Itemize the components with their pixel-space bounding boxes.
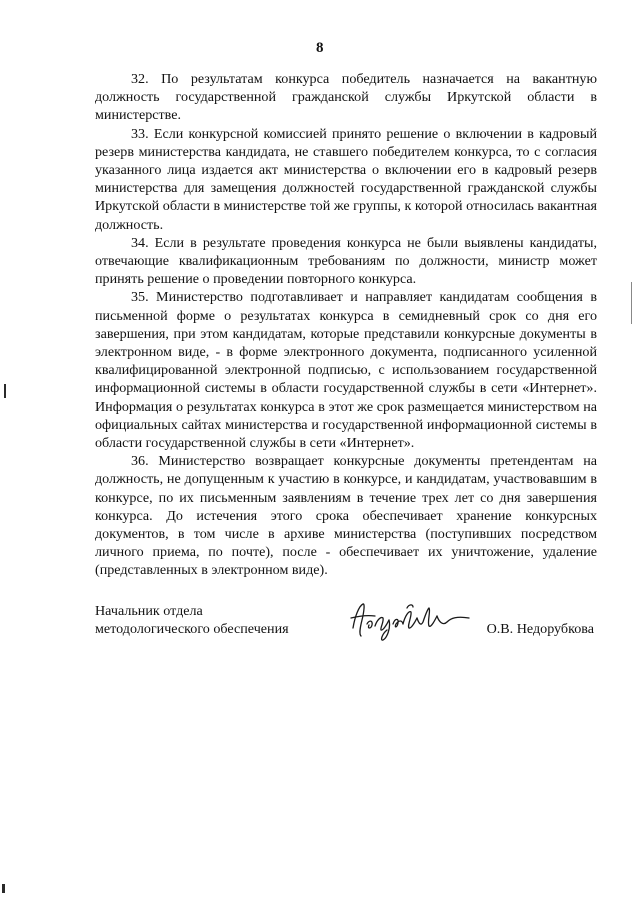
paragraph-35: 35. Министерство подготавливает и направляет кандидатам сообщения в письменной форме о результатах конкурса в семидневный срок со дня его завершения, при этом кандидатам, которые представили конкурсные документы в электронном виде, - в форме электронного документа, подписанного усиленной квалифицированной электронной подписью, с использованием государственной информационной системы в области государственной службы в сети «Интернет». Информация о результатах конкурса в этот же срок размещается министерством на официальных сайтах министерства и государственной информационной системы в области государственной службы в сети «Интернет». xyxy=(95,289,597,452)
page-number: 8 xyxy=(316,40,324,56)
signature-block xyxy=(95,602,597,646)
signer-name: О.В. Недорубкова xyxy=(486,621,594,637)
paragraph-34: 34. Если в результате проведения конкурса не были выявлены кандидаты, отвечающие квалификационным требованиям по должности, министр может принять решение о проведении повторного конкурса. xyxy=(95,234,597,288)
scan-margin-mark xyxy=(631,282,632,324)
scan-margin-mark xyxy=(2,884,5,893)
paragraph-36: 36. Министерство возвращает конкурсные документы претендентам на должность, не допущенным к участию в конкурсе, и кандидатам, участвовавшим в конкурсе, по их письменным заявлениям в течение трех лет со дня завершения конкурса. До истечения этого срока обеспечивает хранение конкурсных документов, в том числе в архиве министерства (поступивших посредством личного приема, по почте), после - обеспечивает их уничтожение, удаление (представленных в электронном виде). xyxy=(95,453,597,579)
paragraph-33: 33. Если конкурсной комиссией принято решение о включении в кадровый резерв министерства кандидата, не ставшего победителем конкурса, то с согласия указанного лица издается акт министерства о включении его в кадровый резерв министерства для замещения должностей государственной гражданской службы Иркутской области в министерстве той же группы, к которой относилась вакантная должность. xyxy=(95,125,597,233)
signer-position-line-1: Начальник отдела xyxy=(95,603,203,619)
signer-position xyxy=(95,602,289,638)
scan-margin-mark xyxy=(4,384,6,398)
document-body xyxy=(95,70,597,580)
paragraph-32: 32. По результатам конкурса победитель назначается на вакантную должность государственной гражданской службы Иркутской области в министерстве. xyxy=(95,71,597,124)
signer-position-line-2: методологического обеспечения xyxy=(95,621,289,638)
handwritten-signature xyxy=(347,598,477,644)
